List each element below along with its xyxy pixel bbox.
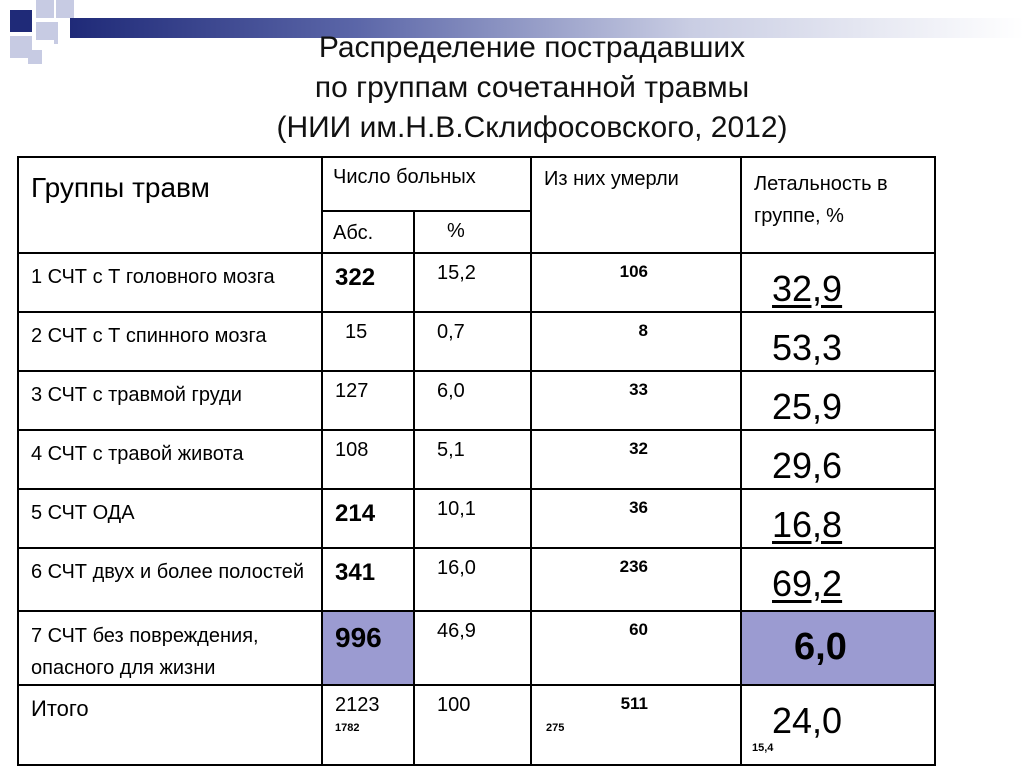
row-group: 7 СЧТ без повреждения, опасного для жизни	[18, 611, 322, 685]
page-title	[0, 28, 1024, 148]
row-lethality: 53,3	[741, 312, 935, 371]
row-dead: 33	[531, 371, 741, 430]
row-abs: 214	[322, 489, 414, 548]
table-header-row	[18, 157, 935, 211]
total-dead-cell	[531, 685, 741, 765]
title-line-3: (НИИ им.Н.В.Склифосовского, 2012)	[276, 111, 788, 144]
total-lethality-note: 15,4	[752, 742, 774, 754]
row-abs: 322	[322, 253, 414, 312]
row-group: 2 СЧТ с Т спинного мозга	[18, 312, 322, 371]
row-abs: 341	[322, 548, 414, 611]
row-dead: 32	[531, 430, 741, 489]
header-group: Группы травм	[18, 157, 322, 253]
row-group: 5 СЧТ ОДА	[18, 489, 322, 548]
total-lethality: 24,0	[772, 700, 843, 741]
row-abs: 127	[322, 371, 414, 430]
row-group: 6 СЧТ двух и более полостей	[18, 548, 322, 611]
row-lethality: 29,6	[741, 430, 935, 489]
row-pct: 46,9	[414, 611, 531, 685]
row-pct: 16,0	[414, 548, 531, 611]
table-total-row	[18, 685, 935, 765]
row-dead: 36	[531, 489, 741, 548]
row-abs: 996	[322, 611, 414, 685]
total-lethality-cell	[741, 685, 935, 765]
row-lethality: 6,0	[741, 611, 935, 685]
table-row	[18, 548, 935, 611]
row-lethality: 32,9	[741, 253, 935, 312]
table-row	[18, 430, 935, 489]
total-abs-cell	[322, 685, 414, 765]
row-pct: 5,1	[414, 430, 531, 489]
total-abs-note: 1782	[335, 722, 360, 734]
table-row	[18, 489, 935, 548]
row-pct: 6,0	[414, 371, 531, 430]
title-line-2: по группам сочетанной травмы	[314, 71, 750, 104]
row-dead: 236	[531, 548, 741, 611]
total-abs: 2123	[335, 694, 380, 716]
header-pct: %	[414, 211, 531, 253]
title-line-1: Распределение пострадавших	[318, 31, 746, 64]
table-row	[18, 253, 935, 312]
table-row	[18, 371, 935, 430]
row-pct: 10,1	[414, 489, 531, 548]
total-dead: 511	[620, 694, 649, 713]
row-abs: 15	[322, 312, 414, 371]
row-group: 1 СЧТ с Т головного мозга	[18, 253, 322, 312]
total-pct: 100	[414, 685, 531, 765]
total-label: Итого	[18, 685, 322, 765]
header-abs: Абс.	[322, 211, 414, 253]
trauma-table	[17, 156, 936, 766]
row-lethality: 16,8	[741, 489, 935, 548]
row-group: 4 СЧТ с травой живота	[18, 430, 322, 489]
row-dead: 60	[531, 611, 741, 685]
row-dead: 106	[531, 253, 741, 312]
header-dead: Из них умерли	[531, 157, 741, 253]
total-dead-note: 275	[546, 722, 565, 734]
row-pct: 0,7	[414, 312, 531, 371]
table-row	[18, 611, 935, 685]
header-count: Число больных	[322, 157, 531, 211]
row-pct: 15,2	[414, 253, 531, 312]
row-group: 3 СЧТ с травмой груди	[18, 371, 322, 430]
header-lethality: Летальность в группе, %	[741, 157, 935, 253]
row-dead: 8	[531, 312, 741, 371]
row-lethality: 25,9	[741, 371, 935, 430]
table-row	[18, 312, 935, 371]
row-lethality: 69,2	[741, 548, 935, 611]
row-abs: 108	[322, 430, 414, 489]
